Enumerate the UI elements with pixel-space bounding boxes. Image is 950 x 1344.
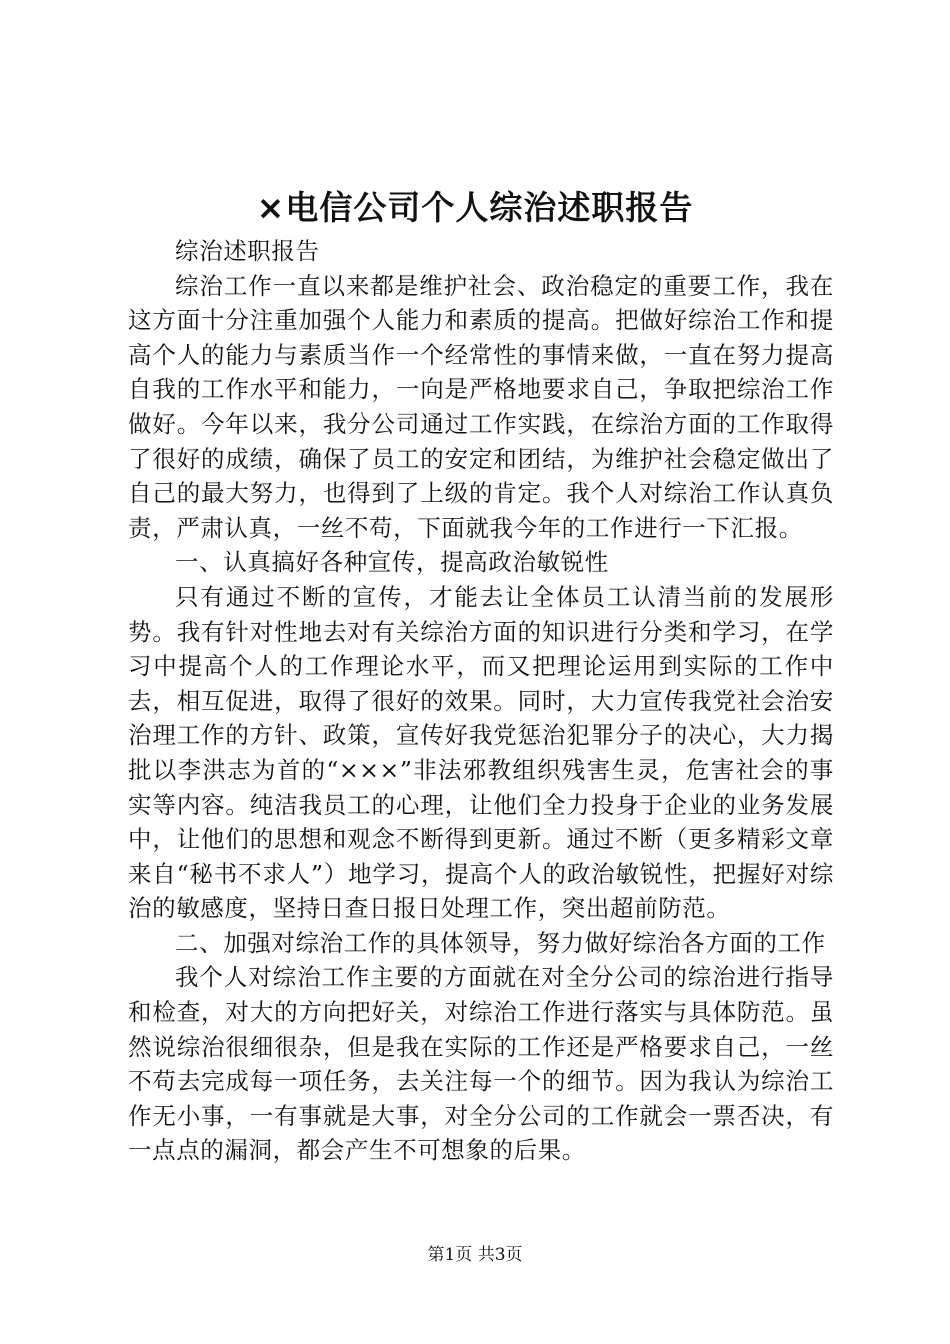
page-number-footer: 第1页 共3页 xyxy=(427,1245,523,1265)
paragraph-intro: 综治工作一直以来都是维护社会、政治稳定的重要工作，我在这方面十分注重加强个人能力和素质的提高。把做好综治工作和提高个人的能力与素质当作一个经常性的事情来做，一直在努力提高自我的工作水平和能力，一向是严格地要求自己，争取把综治工作做好。今年以来，我分公司通过工作实践，在综治方面的工作取得了很好的成绩，确保了员工的安定和团结，为维护社会稳定做出了自己的最大努力，也得到了上级的肯定。我个人对综治工作认真负责，严肃认真，一丝不苟，下面就我今年的工作进行一下汇报。 xyxy=(128,271,834,542)
document-title: ×电信公司个人综治述职报告 xyxy=(256,188,694,227)
section-heading-1: 一、认真搞好各种宣传，提高政治敏锐性 xyxy=(175,548,609,577)
paragraph-subtitle: 综治述职报告 xyxy=(175,237,320,265)
document-body xyxy=(128,234,834,1168)
paragraph-section-2: 我个人对综治工作主要的方面就在对全分公司的综治进行指导和检查，对大的方向把好关，对综治工作进行落实与具体防范。虽然说综治很细很杂，但是我在实际的工作还是严格要求自己，一丝不苟去完成每一项任务，去关注每一个的细节。因为我认为综治工作无小事，一有事就是大事，对全分公司的工作就会一票否决，有一点点的漏洞，都会产生不可想象的后果。 xyxy=(128,963,834,1165)
section-heading-2: 二、加强对综治工作的具体领导，努力做好综治各方面的工作 xyxy=(175,928,826,957)
paragraph-section-1: 只有通过不断的宣传，才能去让全体员工认清当前的发展形势。我有针对性地去对有关综治方面的知识进行分类和学习，在学习中提高个人的工作理论水平，而又把理论运用到实际的工作中去，相互促进，取得了很好的效果。同时，大力宣传我党社会治安治理工作的方针、政策，宣传好我党惩治犯罪分子的决心，大力揭批以李洪志为首的“×××”非法邪教组织残害生灵，危害社会的事实等内容。纯洁我员工的心理，让他们全力投身于企业的业务发展中，让他们的思想和观念不断得到更新。通过不断（更多精彩文章来自“秘书不求人”）地学习，提高个人的政治敏锐性，把握好对综治的敏感度，坚持日查日报日处理工作，突出超前防范。 xyxy=(128,582,834,923)
